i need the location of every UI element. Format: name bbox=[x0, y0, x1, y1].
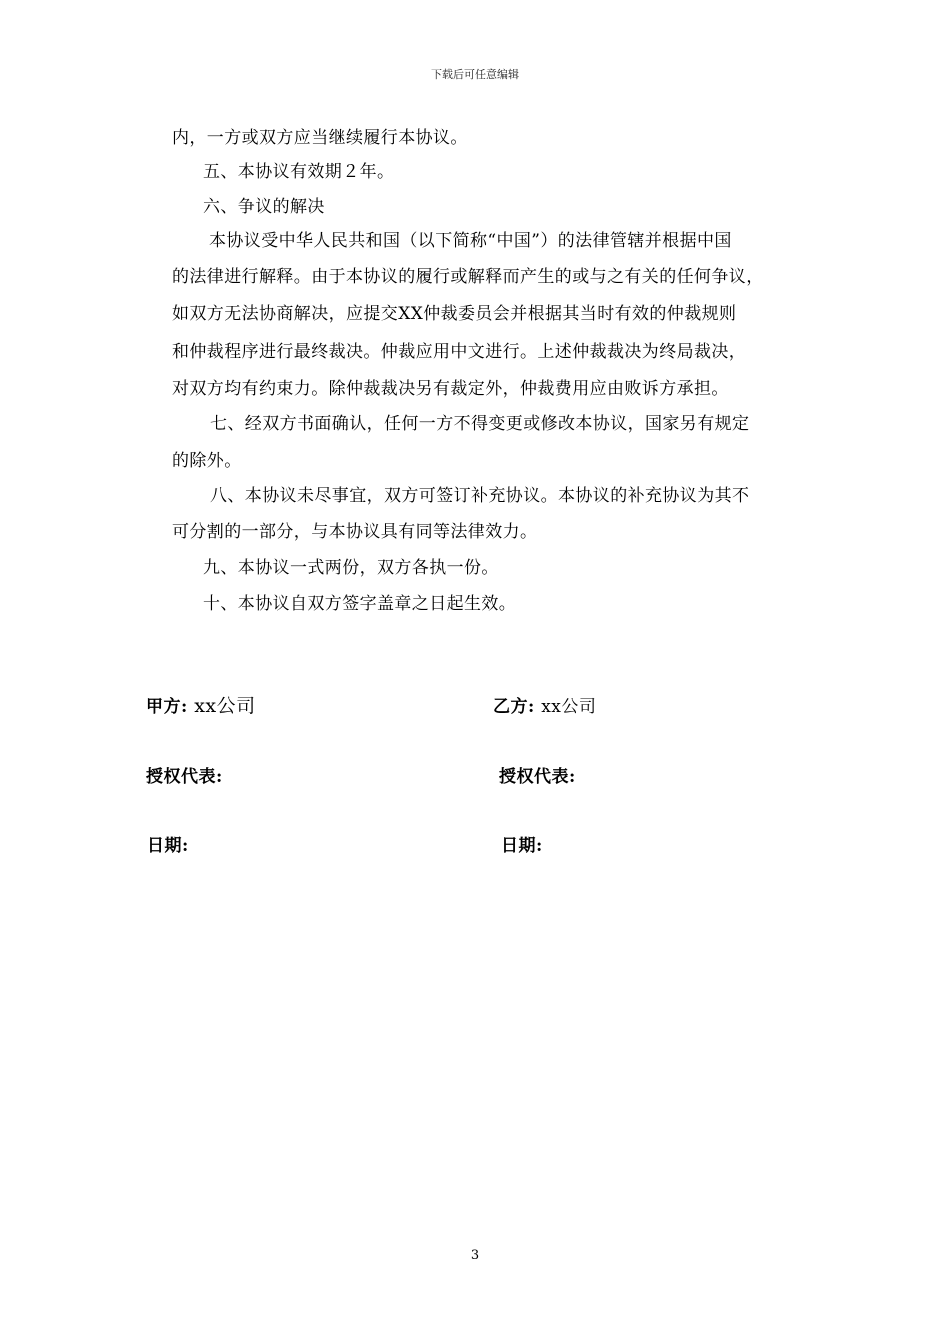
party-b-company: xx公司 bbox=[541, 697, 597, 717]
body-line: 五、本协议有效期２年。 bbox=[203, 162, 395, 182]
party-b-rep-label: 授权代表: bbox=[499, 767, 576, 787]
party-b-label: 乙方: bbox=[493, 697, 535, 717]
body-line: 的除外。 bbox=[172, 451, 242, 471]
party-a-rep-label: 授权代表: bbox=[146, 767, 223, 787]
body-line: 和仲裁程序进行最终裁决。仲裁应用中文进行。上述仲裁裁决为终局裁决， bbox=[172, 342, 747, 362]
body-line: 本协议受中华人民共和国（以下简称“中国”）的法律管辖并根据中国 bbox=[209, 231, 732, 251]
body-line: 八、本协议未尽事宜，双方可签订补充协议。本协议的补充协议为其不 bbox=[210, 486, 750, 506]
party-a-line bbox=[146, 695, 256, 718]
page-header: 下载后可任意编辑 bbox=[431, 68, 519, 81]
party-a-label: 甲方: bbox=[146, 697, 188, 717]
party-a-date-label: 日期: bbox=[147, 836, 189, 856]
body-line: 如双方无法协商解决，应提交XX仲裁委员会并根据其当时有效的仲裁规则 bbox=[172, 304, 737, 324]
body-line: 对双方均有约束力。除仲裁裁决另有裁定外，仲裁费用应由败诉方承担。 bbox=[172, 379, 729, 399]
body-line: 内，一方或双方应当继续履行本协议。 bbox=[172, 128, 468, 148]
party-b-line bbox=[493, 696, 596, 718]
body-line: 九、本协议一式两份，双方各执一份。 bbox=[203, 558, 499, 578]
page-number: 3 bbox=[470, 1248, 480, 1263]
party-b-date-label: 日期: bbox=[501, 836, 543, 856]
body-line: 十、本协议自双方签字盖章之日起生效。 bbox=[203, 594, 517, 614]
body-line: 可分割的一部分，与本协议具有同等法律效力。 bbox=[172, 522, 538, 542]
section-heading: 六、争议的解决 bbox=[203, 197, 325, 217]
party-a-company: xx公司 bbox=[194, 695, 256, 717]
body-line: 七、经双方书面确认，任何一方不得变更或修改本协议，国家另有规定 bbox=[210, 414, 750, 434]
body-line: 的法律进行解释。由于本协议的履行或解释而产生的或与之有关的任何争议， bbox=[172, 267, 764, 287]
